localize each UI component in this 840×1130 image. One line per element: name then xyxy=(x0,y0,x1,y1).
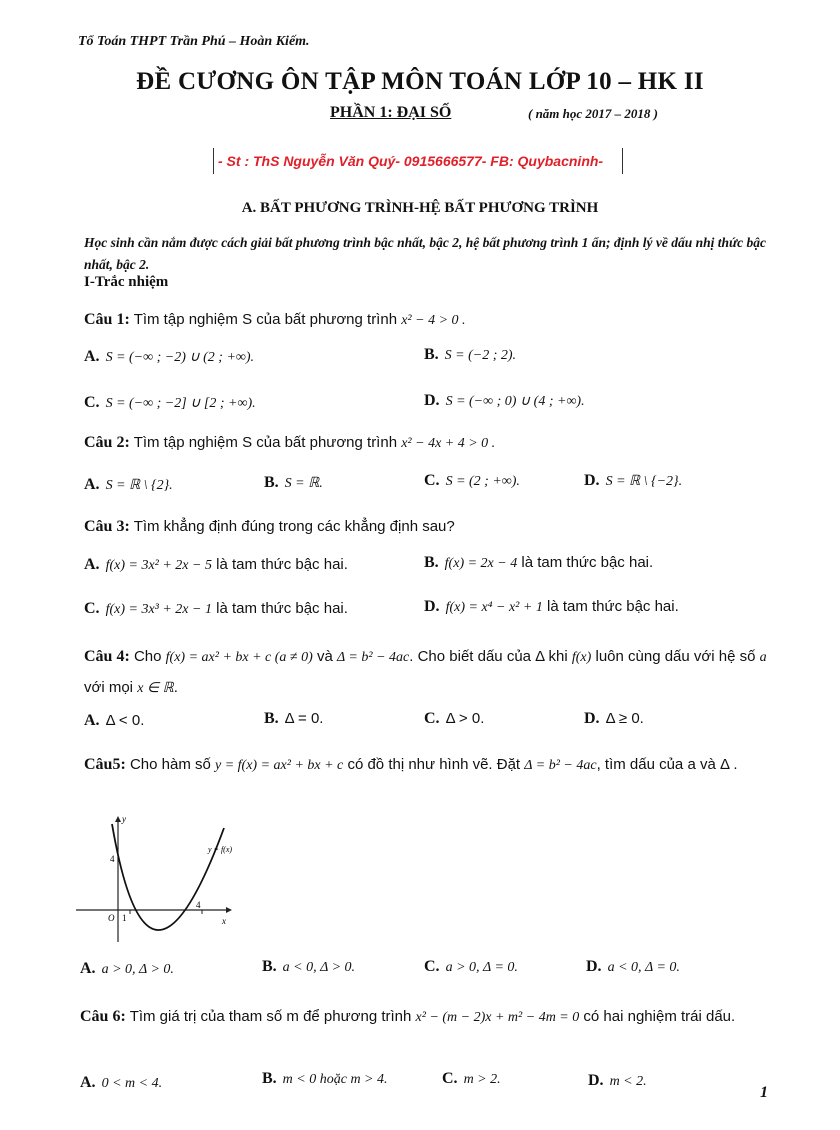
root-1-label: 1 xyxy=(122,913,127,923)
curve-label: y = f(x) xyxy=(208,845,233,854)
q6-option-a: A. 0 < m < 4. xyxy=(80,1074,163,1091)
y-intercept-label: 4 xyxy=(110,854,115,864)
q1-option-b: B. S = (−2 ; 2). xyxy=(424,346,517,363)
school-year: ( năm học 2017 – 2018 ) xyxy=(528,106,658,121)
y-axis-label: y xyxy=(122,814,126,824)
question-math: x² − 4x + 4 > 0 . xyxy=(401,436,496,451)
author-credit: - St : ThS Nguyễn Văn Quý- 0915666577- FB: Quybacninh- xyxy=(213,148,623,174)
question-label: Câu 6: xyxy=(80,1008,126,1025)
q4-option-c: C. Δ > 0. xyxy=(424,710,485,727)
y-axis-arrow xyxy=(115,816,121,822)
question-1 xyxy=(84,309,466,332)
question-label: Câu5: xyxy=(84,756,126,773)
q2-option-a: A. S = ℝ \ {2}. xyxy=(84,476,173,493)
q2-option-d: D. S = ℝ \ {−2}. xyxy=(584,472,683,489)
question-text: Tìm tập nghiệm S của bất phương trình xyxy=(133,311,398,328)
intro-text: Học sinh cần nắm được cách giải bất phương trình bậc nhất, bậc 2, hệ bất phương trình 1 ẩn; định lý về dấu nhị thức bậc nhất, bậc 2. xyxy=(84,235,766,272)
question-5: Câu5: Cho hàm số y = f(x) = ax² + bx + c có đồ thị như hình vẽ. Đặt Δ = b² − 4ac, tìm dấu của a và Δ . xyxy=(84,756,738,773)
subsection-heading: I-Trắc nhiệm xyxy=(84,274,169,290)
q4-option-d: D. Δ ≥ 0. xyxy=(584,710,644,727)
question-text: Tìm tập nghiệm S của bất phương trình xyxy=(133,434,398,451)
parabola-graph xyxy=(76,814,236,944)
q1-option-d: D. S = (−∞ ; 0) ∪ (4 ; +∞). xyxy=(424,392,585,409)
question-6: Câu 6: Tìm giá trị của tham số m để phương trình x² − (m − 2)x + m² − 4m = 0 có hai nghiệm trái dấu. xyxy=(80,1008,736,1025)
x-axis-arrow xyxy=(226,907,232,913)
question-2 xyxy=(84,432,495,455)
q2-option-b: B. S = ℝ. xyxy=(264,474,323,491)
question-text: Tìm khẳng định đúng trong các khẳng định sau? xyxy=(133,518,455,535)
document-title: ĐỀ CƯƠNG ÔN TẬP MÔN TOÁN LỚP 10 – HK II xyxy=(136,68,704,95)
q3-option-a: A. f(x) = 3x² + 2x − 5 là tam thức bậc hai. xyxy=(84,556,348,573)
question-4: Câu 4: Cho f(x) = ax² + bx + c (a ≠ 0) và Δ = b² − 4ac. Cho biết dấu của Δ khi f(x) luôn cùng dấu với hệ số a với mọi x ∈ ℝ. xyxy=(84,648,767,696)
question-label: Câu 2: xyxy=(84,434,130,451)
q5-option-d: D. a < 0, Δ = 0. xyxy=(586,958,680,975)
question-label: Câu 3: xyxy=(84,518,130,535)
question-3 xyxy=(84,516,455,538)
school-header: Tổ Toán THPT Trần Phú – Hoàn Kiếm. xyxy=(78,34,310,49)
q6-option-c: C. m > 2. xyxy=(442,1070,501,1087)
root-4-label: 4 xyxy=(196,900,201,910)
page-number: 1 xyxy=(760,1084,768,1101)
parabola-curve xyxy=(112,824,224,930)
section-heading: A. BẤT PHƯƠNG TRÌNH-HỆ BẤT PHƯƠNG TRÌNH xyxy=(241,200,599,216)
question-math: x² − 4 > 0 . xyxy=(401,313,466,328)
question-label: Câu 4: xyxy=(84,648,130,665)
q4-option-b: B. Δ = 0. xyxy=(264,710,324,727)
q2-option-c: C. S = (2 ; +∞). xyxy=(424,472,520,489)
x-axis-label: x xyxy=(222,916,226,926)
q3-option-d: D. f(x) = x⁴ − x² + 1 là tam thức bậc hai. xyxy=(424,598,679,615)
q4-option-a: A. Δ < 0. xyxy=(84,712,145,729)
part-heading: PHẦN 1: ĐẠI SỐ xyxy=(330,104,452,121)
question-label: Câu 1: xyxy=(84,311,130,328)
q5-option-a: A. a > 0, Δ > 0. xyxy=(80,960,174,977)
q5-option-b: B. a < 0, Δ > 0. xyxy=(262,958,356,975)
q5-option-c: C. a > 0, Δ = 0. xyxy=(424,958,518,975)
q3-option-b: B. f(x) = 2x − 4 là tam thức bậc hai. xyxy=(424,554,654,571)
q6-option-d: D. m < 2. xyxy=(588,1072,647,1089)
q3-option-c: C. f(x) = 3x³ + 2x − 1 là tam thức bậc hai. xyxy=(84,600,348,617)
q1-option-c: C. S = (−∞ ; −2] ∪ [2 ; +∞). xyxy=(84,394,256,411)
origin-label: O xyxy=(108,913,115,923)
q6-option-b: B. m < 0 hoặc m > 4. xyxy=(262,1070,388,1087)
q1-option-a: A. S = (−∞ ; −2) ∪ (2 ; +∞). xyxy=(84,348,255,365)
